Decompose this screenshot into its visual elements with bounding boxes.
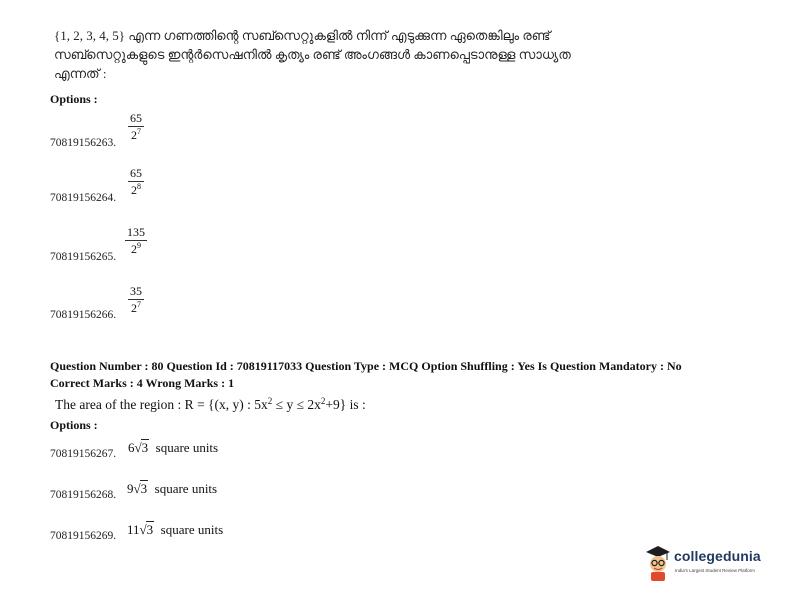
marks-line: Correct Marks : 4 Wrong Marks : 1 [50, 376, 235, 390]
fraction-denominator: $2^7$ [131, 127, 141, 142]
option-id: 70819156265. [50, 251, 117, 263]
fraction-denominator: $2^7$ [131, 300, 141, 315]
option-answer: 9√3 square units [127, 481, 218, 496]
collegedunia-logo [644, 544, 770, 584]
fraction-numerator: 65 [130, 111, 142, 125]
option-id: 70819156264. [50, 192, 117, 204]
fraction-denominator: $2^9$ [131, 241, 141, 256]
option-id: 70819156268. [50, 489, 117, 501]
question-line-3: എന്നത് : [54, 66, 107, 81]
options-label: Options : [50, 418, 98, 432]
option-fraction [128, 111, 144, 142]
question-text: The area of the region : R = {(x, y) : $5x^2 \le y \le 2x^2+9$} is : [55, 396, 366, 412]
option-fraction [128, 284, 144, 315]
graduate-mascot-icon [644, 544, 672, 582]
option-fraction [125, 225, 147, 256]
question-meta-line: Question Number : 80 Question Id : 70819117033 Question Type : MCQ Option Shuffling : Yes Is Question Mandatory : No [50, 359, 682, 373]
option-answer: 6√3 square units [128, 440, 219, 455]
fraction-numerator: 65 [130, 166, 142, 180]
option-fraction [128, 166, 144, 197]
option-id: 70819156269. [50, 530, 117, 542]
question-line-2: സബ്സെറ്റുകളുടെ ഇന്റർസെഷനിൽ കൃത്യം രണ്ട് അംഗങ്ങൾ കാണപ്പെടാനുള്ള സാധ്യത [54, 47, 571, 62]
brand-tagline: India's Largest Student Review Platform [675, 568, 755, 573]
question-line-1: {1, 2, 3, 4, 5} എന്ന ഗണത്തിന്റെ സബ്സെറ്റുകളിൽ നിന്ന് എടുക്കുന്ന ഏതെങ്കിലും രണ്ട് [54, 28, 551, 43]
brand-name: collegedunia [674, 548, 761, 564]
fraction-denominator: $2^8$ [131, 182, 141, 197]
fraction-numerator: 135 [127, 225, 145, 239]
question-text [54, 26, 571, 83]
options-label: Options : [50, 92, 98, 106]
option-id: 70819156266. [50, 309, 117, 321]
option-id: 70819156263. [50, 137, 117, 149]
option-answer: 11√3 square units [127, 522, 224, 537]
option-id: 70819156267. [50, 448, 117, 460]
fraction-numerator: 35 [130, 284, 142, 298]
